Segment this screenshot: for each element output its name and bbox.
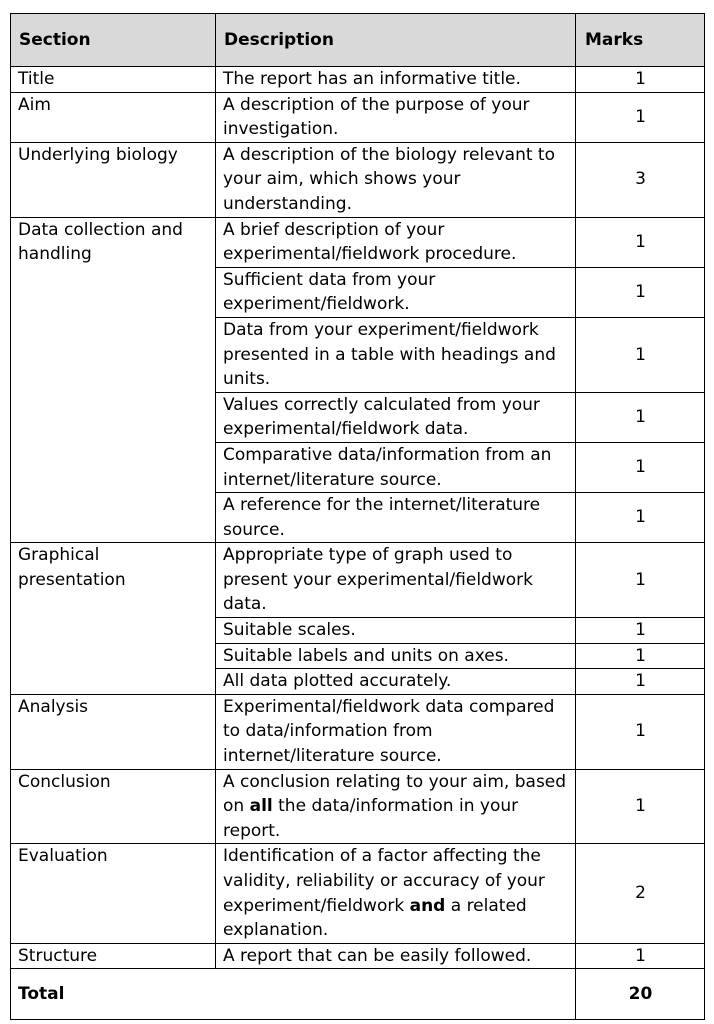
description-cell: A reference for the internet/literature source. <box>216 493 576 543</box>
table-row <box>11 943 705 969</box>
description-text: a related explanation. <box>223 895 527 941</box>
description-cell: Suitable scales. <box>216 618 576 644</box>
marks-cell: 1 <box>576 669 705 695</box>
description-text: A conclusion relating to your aim, based on <box>223 771 567 817</box>
description-cell <box>216 844 576 943</box>
header-section: Section <box>11 14 216 67</box>
total-label: Total <box>11 969 576 1020</box>
marks-cell: 1 <box>576 67 705 93</box>
table-row <box>11 92 705 142</box>
marks-cell: 1 <box>576 943 705 969</box>
marks-cell: 1 <box>576 618 705 644</box>
marks-cell: 1 <box>576 442 705 492</box>
marks-cell: 1 <box>576 217 705 267</box>
section-cell: Data collection and handling <box>11 217 216 543</box>
marks-cell: 1 <box>576 392 705 442</box>
section-cell: Conclusion <box>11 769 216 844</box>
marks-cell: 1 <box>576 694 705 769</box>
description-cell: A description of the biology relevant to your aim, which shows your understanding. <box>216 142 576 217</box>
description-cell: All data plotted accurately. <box>216 669 576 695</box>
description-cell: Experimental/fieldwork data compared to data/information from internet/literature source. <box>216 694 576 769</box>
section-cell: Analysis <box>11 694 216 769</box>
total-marks: 20 <box>576 969 705 1020</box>
description-text: the data/information in your report. <box>223 796 519 841</box>
table-row <box>11 217 705 267</box>
table-row <box>11 769 705 844</box>
section-cell: Title <box>11 67 216 93</box>
table-header-row <box>11 14 705 67</box>
description-cell <box>216 769 576 844</box>
section-cell: Graphical presentation <box>11 543 216 695</box>
description-text: Identification of a factor affecting the validity, reliability or accuracy of your experiment/fieldwork <box>223 846 545 916</box>
table-row <box>11 67 705 93</box>
marks-cell: 1 <box>576 643 705 669</box>
description-cell: A report that can be easily followed. <box>216 943 576 969</box>
section-cell: Structure <box>11 943 216 969</box>
marks-cell: 1 <box>576 317 705 392</box>
table-row <box>11 142 705 217</box>
marks-cell: 1 <box>576 267 705 317</box>
table-row <box>11 694 705 769</box>
header-description: Description <box>216 14 576 67</box>
marks-cell: 3 <box>576 142 705 217</box>
description-cell: A brief description of your experimental/fieldwork procedure. <box>216 217 576 267</box>
table-row <box>11 844 705 943</box>
total-row <box>11 969 705 1020</box>
description-cell: Suitable labels and units on axes. <box>216 643 576 669</box>
section-cell: Underlying biology <box>11 142 216 217</box>
description-cell: Appropriate type of graph used to present your experimental/fieldwork data. <box>216 543 576 618</box>
description-cell: Comparative data/information from an internet/literature source. <box>216 442 576 492</box>
emphasis-text: and <box>409 895 446 916</box>
marks-cell: 1 <box>576 493 705 543</box>
table-row <box>11 543 705 618</box>
section-cell: Aim <box>11 92 216 142</box>
description-cell: The report has an informative title. <box>216 67 576 93</box>
marks-cell: 1 <box>576 769 705 844</box>
section-cell: Evaluation <box>11 844 216 943</box>
emphasis-text: all <box>249 796 273 817</box>
description-cell: Sufficient data from your experiment/fieldwork. <box>216 267 576 317</box>
header-marks: Marks <box>576 14 705 67</box>
marking-scheme-table <box>10 13 705 1020</box>
marks-cell: 2 <box>576 844 705 943</box>
description-cell: A description of the purpose of your investigation. <box>216 92 576 142</box>
marks-cell: 1 <box>576 543 705 618</box>
description-cell: Values correctly calculated from your experimental/fieldwork data. <box>216 392 576 442</box>
description-cell: Data from your experiment/fieldwork presented in a table with headings and units. <box>216 317 576 392</box>
marks-cell: 1 <box>576 92 705 142</box>
